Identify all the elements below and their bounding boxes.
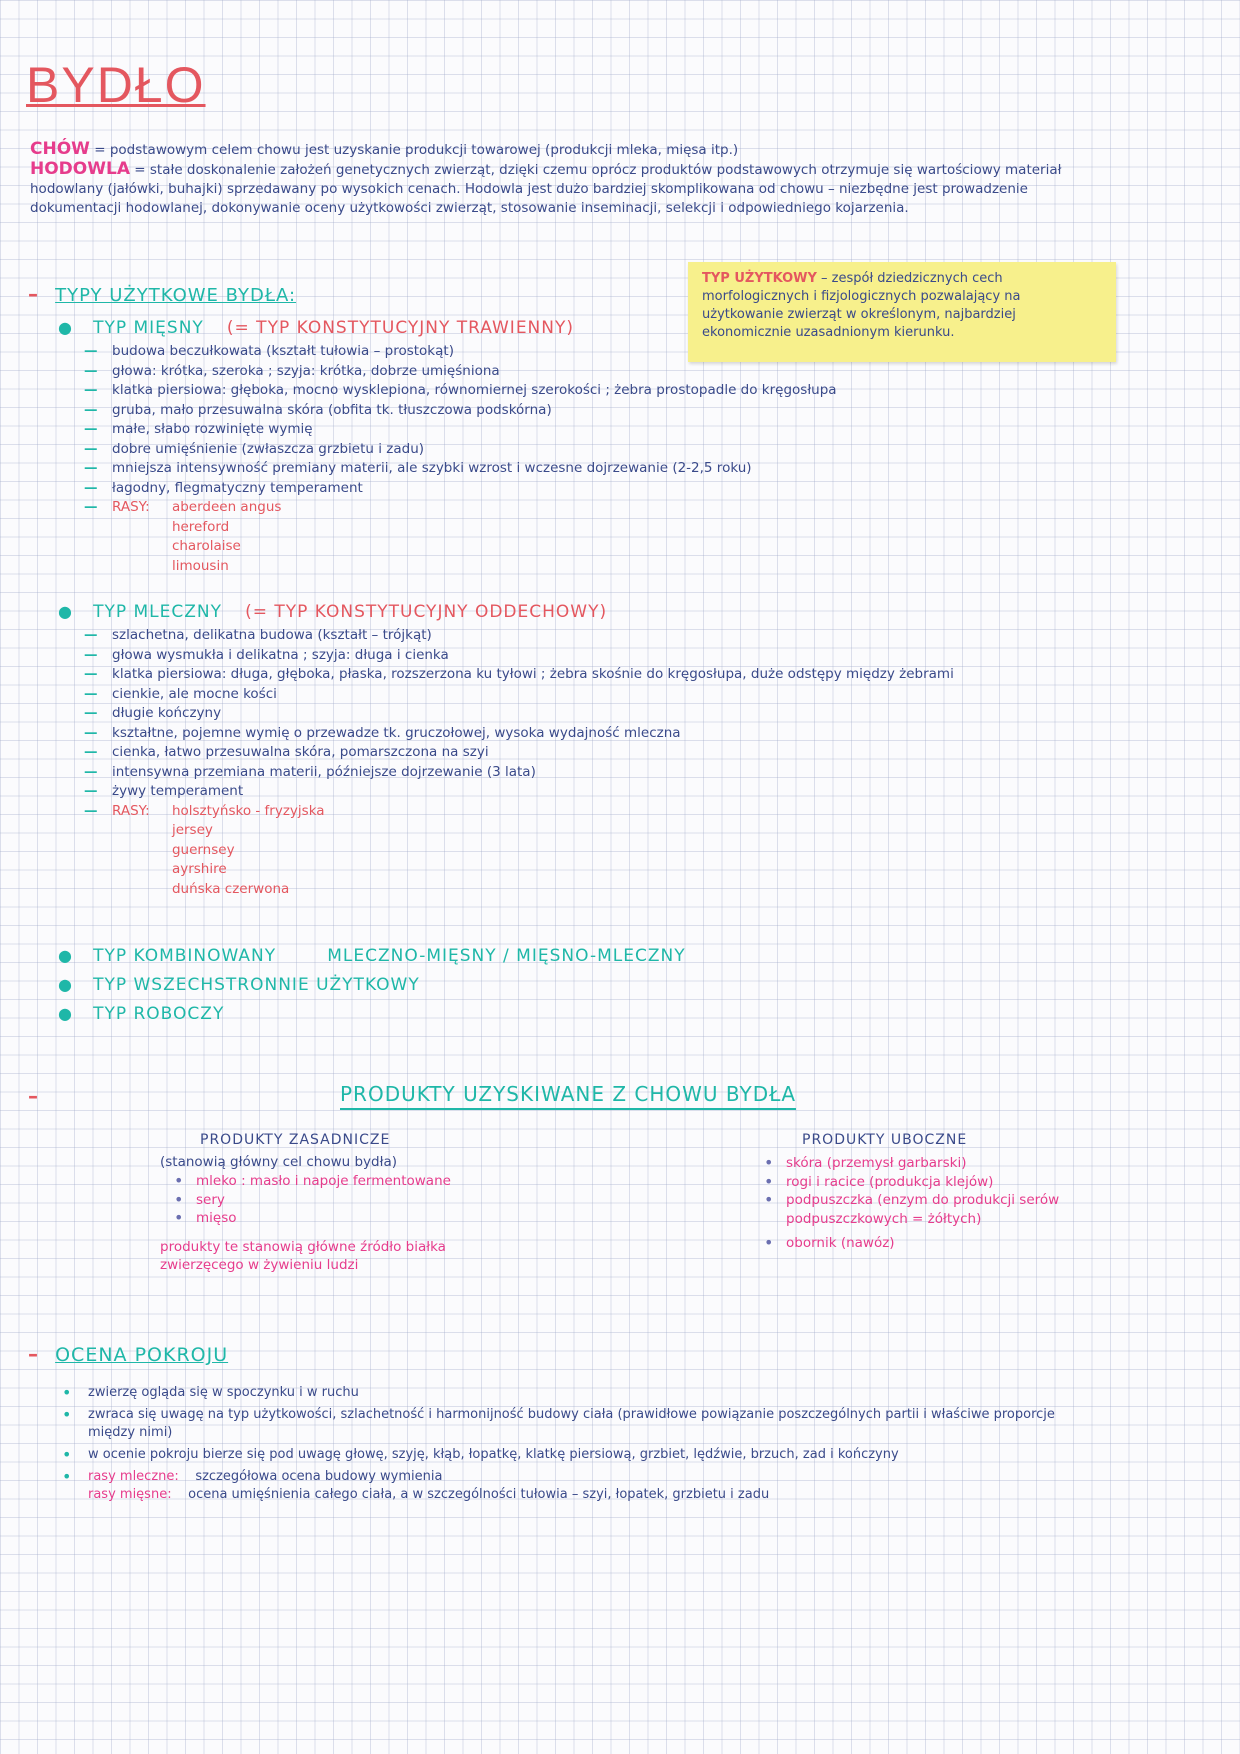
trait-item: — głowa: krótka, szeroka ; szyja: krótka, dobrze umięśniona [84,362,1084,382]
list-item: • podpuszczka (enzym do produkcji serów podpuszczkowych = żółtych) [760,1191,1120,1228]
trait-item: — gruba, mało przesuwalna skóra (obfita tk. tłuszczowa podskórna) [84,401,1084,421]
typ-mleczny-section [58,602,1158,899]
rasy-mleczne-row [88,1468,1100,1486]
note-term: TYP UŻYTKOWY [702,271,817,286]
breed-item: hereford [171,518,230,535]
typ-mleczny-name: TYP MLECZNY [93,602,222,622]
typ-kombinowany-alt: MLECZNO-MIĘSNY / MIĘSNO-MLECZNY [327,946,686,966]
rasy-miesne-label: rasy mięsne: [88,1487,172,1502]
trait-item: — głowa wysmukła i delikatna ; szyja: długa i cienka [84,646,1064,666]
trait-item: — cienkie, ale mocne kości [84,685,1064,705]
typ-mleczny-traits [84,626,1064,899]
dash-marker: – [28,282,38,306]
typy-section-heading [28,282,296,306]
trait-item: — klatka piersiowa: długa, głęboka, płaska, rozszerzona ku tyłowi ; żebra skośnie do kręgosłupa, duże odstępy między żebrami [84,665,1064,685]
ocena-section-heading [28,1342,228,1366]
list-item: • w ocenie pokroju bierze się pod uwagę głowę, szyję, kłąb, łopatkę, klatkę piersiową, grzbiet, lędźwie, brzuch, zad i kończyny [60,1446,1100,1464]
chow-definition [30,140,1120,160]
trait-item: — dobre umięśnienie (zwłaszcza grzbietu i zadu) [84,440,1084,460]
chow-label: CHÓW [30,139,90,159]
bullet-icon: ● [58,1004,72,1023]
typy-heading: TYPY UŻYTKOWE BYDŁA: [55,285,297,306]
bullet-icon: ● [58,946,72,965]
chow-text: = podstawowym celem chowu jest uzyskanie produkcji towarowej (produkcji mleka, mięsa itp.) [89,142,739,158]
typ-miesny-section [58,318,1158,576]
breed-item: guernsey [171,841,235,858]
typ-miesny-name: TYP MIĘSNY [93,318,204,338]
breed-list [172,802,325,900]
breed-item: charolaise [171,538,241,554]
list-item: • rogi i racice (produkcja klejów) [760,1173,1120,1192]
dash-marker: – [28,1342,38,1366]
list-item [60,1468,1100,1504]
list-item: • mięso [170,1209,580,1228]
breed-item: ayrshire [171,861,227,877]
trait-item: — łagodny, flegmatyczny temperament [84,479,1084,499]
breed-item: duńska czerwona [171,880,290,897]
trait-item: — kształtne, pojemne wymię o przewadze tk. gruczołowej, wysoka wydajność mleczna [84,724,1064,744]
rasy-miesne-row [88,1486,1100,1504]
typ-kombinowany: TYP KOMBINOWANY [93,946,277,966]
rasy-row [84,498,1084,576]
zasadnicze-note: produkty te stanowią główne źródło białka zwierzęcego w żywieniu ludzi [160,1238,446,1273]
list-item: • sery [170,1191,580,1210]
bullet-icon: ● [58,975,72,994]
trait-item: — budowa beczułkowata (kształt tułowia – prostokąt) [84,342,1084,362]
rasy-row [84,802,1064,900]
bullet-icon: ● [58,602,72,621]
zasadnicze-subtitle: (stanowią główny cel chowu bydła) [160,1154,397,1170]
typ-miesny-alt: (= TYP KONSTYTUCYJNY TRAWIENNY) [226,318,575,338]
produkty-uboczne [760,1132,1120,1253]
dash-marker: – [28,1084,38,1108]
list-item: • obornik (nawóz) [760,1234,1120,1253]
trait-item: — szlachetna, delikatna budowa (kształt – trójkąt) [84,626,1064,646]
list-item: • skóra (przemysł garbarski) [760,1154,1120,1173]
zasadnicze-list [170,1172,580,1228]
ocena-section [60,1384,1100,1508]
rasy-mleczne-label: rasy mleczne: [88,1469,179,1484]
trait-item: — małe, słabo rozwinięte wymię [84,420,1084,440]
rasy-label: RASY: [112,802,150,819]
trait-item: — intensywna przemiana materii, późniejsze dojrzewanie (3 lata) [84,763,1064,783]
hodowla-label: HODOWLA [30,159,130,179]
page-title: BYDŁO [26,57,206,113]
breed-item: limousin [171,557,229,574]
trait-item: — mniejsza intensywność premiany materii, ale szybki wzrost i wczesne dojrzewanie (2-2,5 roku) [84,459,1084,479]
typ-wszechstronny: TYP WSZECHSTRONNIE UŻYTKOWY [93,975,420,995]
rasy-mleczne-text: szczegółowa ocena budowy wymienia [195,1469,443,1484]
list-item: • mleko : masło i napoje fermentowane [170,1172,580,1191]
uboczne-title: PRODUKTY UBOCZNE [802,1132,968,1148]
trait-item: — klatka piersiowa: głęboka, mocno wysklepiona, równomiernej szerokości ; żebra prostopadle do kręgosłupa [84,381,1084,401]
uboczne-list [760,1154,1120,1253]
typ-wszechstronny-row [58,975,686,1004]
produkty-heading: PRODUKTY UZYSKIWANE Z CHOWU BYDŁA [340,1082,796,1110]
typ-roboczy-row [58,1004,686,1033]
trait-item: — długie kończyny [84,704,1064,724]
hodowla-text: = stałe doskonalenie założeń genetycznych zwierząt, dzięki czemu oprócz produktów podstawowych otrzymuje się wartościowy materiał hodowlany (jałówki, buhajki) sprzedawany po wysokich cenach. Hodowla jest dużo bardziej skomplikowana od chowu – niezbędne jest prowadzenie dokumentacji hodowlanej, dokonywanie oceny użytkowości zwierząt, stosowanie inseminacji, selekcji i odpowiedniego kojarzenia. [30,162,1062,216]
bullet-icon: ● [58,318,72,337]
breed-list [172,498,281,576]
produkty-zasadnicze [160,1132,580,1274]
note-definition: – zespół dziedzicznych cech morfologicznych i fizjologicznych pozwalający na użytkowanie zwierząt w określonym, najbardziej ekonomicznie uzasadnionym kierunku. [702,271,1021,340]
list-item: • zwierzę ogląda się w spoczynku i w ruchu [60,1384,1100,1402]
typ-roboczy: TYP ROBOCZY [93,1004,225,1024]
hodowla-definition [30,160,1120,218]
breed-item: aberdeen angus [171,499,282,515]
other-types [58,946,686,1033]
rasy-miesne-text: ocena umięśnienia całego ciała, a w szczególności tułowia – szyi, łopatek, grzbietu i zadu [188,1487,770,1502]
ocena-heading: OCENA POKROJU [55,1344,229,1366]
trait-item: — żywy temperament [84,782,1064,802]
breed-item: holsztyńsko - fryzyjska [171,802,325,819]
breed-item: jersey [171,822,213,838]
list-item: • zwraca się uwagę na typ użytkowości, szlachetność i harmonijność budowy ciała (prawidłowe powiązanie poszczególnych partii i właściwe proporcje między nimi) [60,1406,1100,1442]
typ-kombinowany-row [58,946,686,975]
typ-miesny-traits [84,342,1084,576]
typ-mleczny-alt: (= TYP KONSTYTUCYJNY ODDECHOWY) [245,602,608,622]
rasy-label: RASY: [112,499,150,515]
trait-item: — cienka, łatwo przesuwalna skóra, pomarszczona na szyi [84,743,1064,763]
ocena-list [60,1384,1100,1504]
intro-definitions [30,140,1120,218]
zasadnicze-title: PRODUKTY ZASADNICZE [200,1132,391,1148]
